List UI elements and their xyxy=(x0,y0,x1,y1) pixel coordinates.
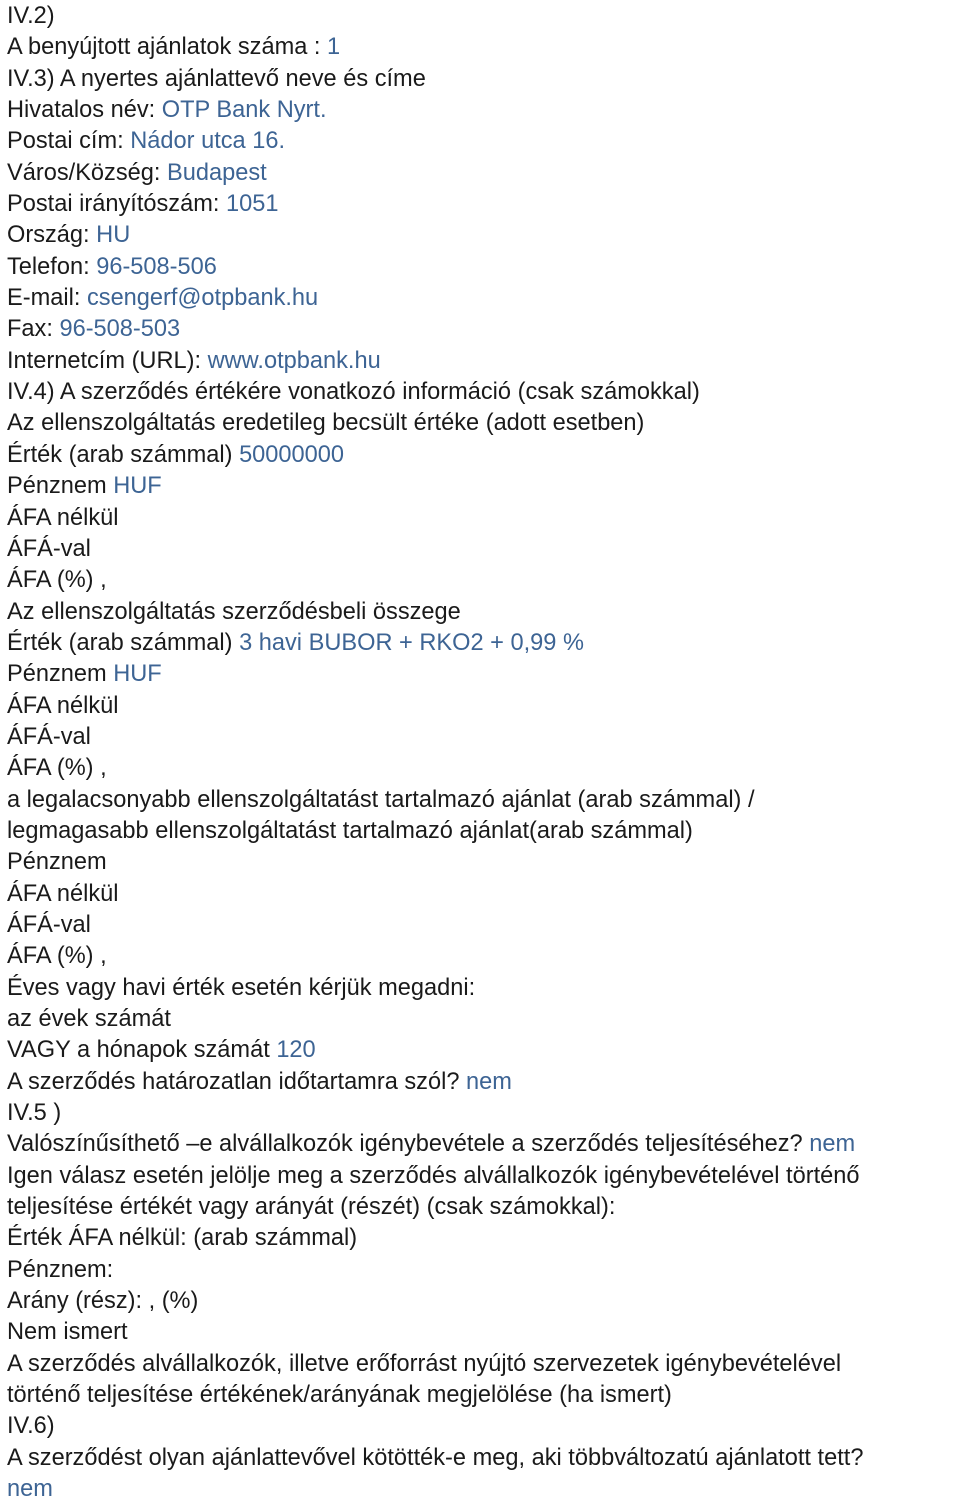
field-label: A benyújtott ajánlatok száma : xyxy=(7,34,328,61)
field-label: E-mail: xyxy=(7,285,87,312)
field-value: HU xyxy=(96,222,131,249)
field-label: Internetcím (URL): xyxy=(7,347,208,374)
field-label: az évek számát xyxy=(7,1006,171,1032)
field-label: Város/Község: xyxy=(7,159,167,186)
document-line xyxy=(7,1286,960,1317)
field-label: a legalacsonyabb ellenszolgáltatást tartalmazó ajánlat (arab számmal) / xyxy=(7,786,755,813)
field-label: IV.5 ) xyxy=(7,1100,62,1127)
document-line xyxy=(7,32,960,63)
field-label: Érték (arab számmal) xyxy=(7,441,240,468)
field-label: ÁFA nélkül xyxy=(7,692,119,719)
field-value: OTP Bank Nyrt. xyxy=(161,97,327,124)
field-label: VAGY a hónapok számát xyxy=(7,1037,277,1064)
document-line xyxy=(7,722,960,753)
document-line xyxy=(7,1161,960,1192)
document-line xyxy=(7,1067,960,1098)
document-line xyxy=(7,753,960,784)
field-label: Az ellenszolgáltatás eredetileg becsült értéke (adott esetben) xyxy=(7,410,645,437)
document-line xyxy=(7,503,960,534)
document-line xyxy=(7,879,960,910)
document-line xyxy=(7,1443,960,1474)
field-label: Postai cím: xyxy=(7,128,131,155)
document-line xyxy=(7,346,960,377)
field-label: Postai irányítószám: xyxy=(7,191,226,218)
field-label: ÁFA (%) , xyxy=(7,755,107,782)
field-label: ÁFA (%) , xyxy=(7,943,107,970)
field-label: IV.2) xyxy=(7,3,55,29)
document-line xyxy=(7,1223,960,1254)
field-label: ÁFA nélkül xyxy=(7,504,119,531)
field-value: HUF xyxy=(113,661,162,688)
field-label: Pénznem: xyxy=(7,1256,114,1283)
document-line xyxy=(7,973,960,1004)
field-label: Érték (arab számmal) xyxy=(7,629,240,656)
document-line xyxy=(7,471,960,502)
document-line xyxy=(7,158,960,189)
field-label: Érték ÁFA nélkül: (arab számmal) xyxy=(7,1225,358,1252)
field-label: Pénznem xyxy=(7,849,107,876)
field-label: Igen válasz esetén jelölje meg a szerződés alvállalkozók igénybevételével történő xyxy=(7,1162,860,1189)
document-line xyxy=(7,1380,960,1411)
document-line xyxy=(7,628,960,659)
field-value: 1051 xyxy=(225,191,279,218)
field-value: Nádor utca 16. xyxy=(130,128,286,155)
document-line xyxy=(7,659,960,690)
field-label: A szerződés határozatlan időtartamra szól? xyxy=(7,1068,467,1095)
field-label: Valószínűsíthető –e alvállalkozók igénybevétele a szerződés teljesítéséhez? xyxy=(7,1131,810,1158)
field-label: Fax: xyxy=(7,316,60,343)
document-line xyxy=(7,189,960,220)
document-line xyxy=(7,408,960,439)
field-label: A szerződést olyan ajánlattevővel kötötték-e meg, aki többváltozatú ajánlatott tett? xyxy=(7,1444,864,1471)
field-label: IV.3) A nyertes ajánlattevő neve és címe xyxy=(7,65,426,92)
document-line xyxy=(7,314,960,345)
field-label: történő teljesítése értékének/arányának megjelölése (ha ismert) xyxy=(7,1382,672,1409)
field-label: Éves vagy havi érték esetén kérjük megadni: xyxy=(7,974,476,1001)
document-line xyxy=(7,1192,960,1223)
field-label: ÁFA nélkül xyxy=(7,880,119,907)
field-label: Pénznem xyxy=(7,473,114,500)
field-value: www.otpbank.hu xyxy=(207,347,381,374)
field-value: Budapest xyxy=(167,159,267,186)
document-line xyxy=(7,1411,960,1442)
document-line xyxy=(7,1317,960,1348)
document-line xyxy=(7,941,960,972)
document-line xyxy=(7,283,960,314)
document-line xyxy=(7,64,960,95)
field-label: legmagasabb ellenszolgáltatást tartalmazó ajánlat(arab számmal) xyxy=(7,817,693,844)
document-line xyxy=(7,910,960,941)
field-value: nem xyxy=(7,1476,53,1503)
document-line xyxy=(7,1004,960,1035)
document-line xyxy=(7,565,960,596)
document-line xyxy=(7,252,960,283)
field-label: teljesítése értékét vagy arányát (részét) (csak számokkal): xyxy=(7,1194,616,1221)
document-line xyxy=(7,95,960,126)
field-value: 96-508-503 xyxy=(59,316,181,343)
document-line xyxy=(7,440,960,471)
document-line xyxy=(7,1474,960,1505)
field-value: 50000000 xyxy=(239,441,345,468)
field-label: IV.6) xyxy=(7,1413,55,1440)
document-line xyxy=(7,220,960,251)
field-value: nem xyxy=(809,1131,856,1158)
document-line xyxy=(7,1098,960,1129)
field-label: Hivatalos név: xyxy=(7,97,162,124)
document-line xyxy=(7,1255,960,1286)
document-line xyxy=(7,126,960,157)
field-label: Arány (rész): , (%) xyxy=(7,1288,199,1315)
field-label: Pénznem xyxy=(7,661,114,688)
document-line xyxy=(7,847,960,878)
field-value: csengerf@otpbank.hu xyxy=(86,285,319,312)
field-label: IV.4) A szerződés értékére vonatkozó információ (csak számokkal) xyxy=(7,379,700,406)
field-value: 120 xyxy=(276,1037,316,1064)
field-label: Nem ismert xyxy=(7,1319,128,1346)
field-label: Telefon: xyxy=(7,253,97,280)
document-line xyxy=(7,691,960,722)
field-label: Az ellenszolgáltatás szerződésbeli összege xyxy=(7,598,461,625)
document-line xyxy=(7,1129,960,1160)
field-value: 1 xyxy=(327,34,341,61)
document-line xyxy=(7,785,960,816)
field-label: ÁFÁ-val xyxy=(7,911,91,938)
field-label: ÁFÁ-val xyxy=(7,535,91,562)
field-value: 3 havi BUBOR + RKO2 + 0,99 % xyxy=(239,629,584,656)
document-line xyxy=(7,816,960,847)
document-line xyxy=(7,597,960,628)
document-line xyxy=(7,1349,960,1380)
field-label: Ország: xyxy=(7,222,97,249)
field-label: ÁFA (%) , xyxy=(7,567,107,594)
field-label: A szerződés alvállalkozók, illetve erőforrást nyújtó szervezetek igénybevételével xyxy=(7,1350,842,1377)
document-line xyxy=(7,1,960,32)
document-line xyxy=(7,534,960,565)
field-value: 96-508-506 xyxy=(96,253,217,280)
field-value: nem xyxy=(466,1068,512,1095)
document-line xyxy=(7,1035,960,1066)
document-line xyxy=(7,377,960,408)
field-value: HUF xyxy=(113,473,162,500)
field-label: ÁFÁ-val xyxy=(7,723,91,750)
